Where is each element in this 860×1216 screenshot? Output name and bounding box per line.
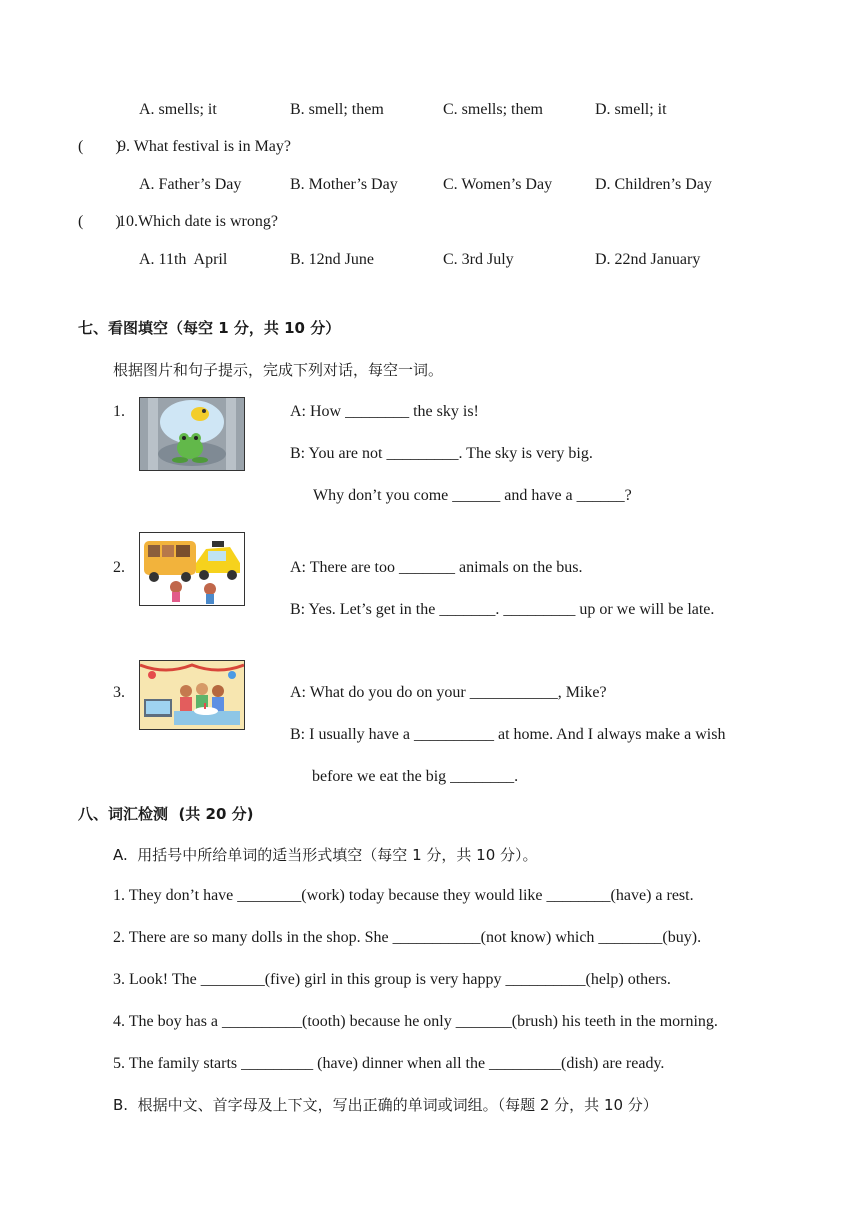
q10-option-b: B. 12nd June (290, 251, 374, 268)
frog-in-well-picture (139, 397, 245, 471)
picture-item-1-number: 1. (113, 403, 125, 420)
section8-part-a-instruction: A. 用括号中所给单词的适当形式填空（每空 1 分，共 10 分）。 (113, 846, 538, 864)
dialogue-3-line-b: B: I usually have a __________ at home. And I always make a wish (290, 726, 726, 743)
dialogue-1-line-b2: Why don’t you come ______ and have a ______? (313, 487, 632, 504)
picture-item-2-number: 2. (113, 559, 125, 576)
vocab-sentence-3: 3. Look! The ________(five) girl in this group is very happy __________(help) others. (113, 971, 671, 988)
birthday-party-picture (139, 660, 245, 730)
q8-option-c: C. smells; them (443, 101, 543, 118)
dialogue-2-line-b: B: Yes. Let’s get in the _______. _________ up or we will be late. (290, 601, 715, 618)
dialogue-3-line-a: A: What do you do on your ___________, Mike? (290, 684, 607, 701)
section7-title: 七、看图填空（每空 1 分，共 10 分） (78, 319, 341, 337)
q8-option-d: D. smell; it (595, 101, 667, 118)
q9-option-a: A. Father’s Day (139, 176, 242, 193)
q9-option-b: B. Mother’s Day (290, 176, 398, 193)
q10-question: 10.Which date is wrong? (118, 213, 278, 230)
vocab-sentence-1: 1. They don’t have ________(work) today because they would like ________(have) a rest. (113, 887, 694, 904)
q10-option-a: A. 11th April (139, 251, 228, 268)
bus-and-taxi-picture (139, 532, 245, 606)
dialogue-1-line-a: A: How ________ the sky is! (290, 403, 479, 420)
vocab-sentence-4: 4. The boy has a __________(tooth) because he only _______(brush) his teeth in the morning. (113, 1013, 718, 1030)
q10-answer-paren: ( ) (78, 213, 121, 230)
section8-title: 八、词汇检测 (共 20 分) (78, 805, 254, 823)
q9-option-d: D. Children’s Day (595, 176, 712, 193)
dialogue-3-line-b2: before we eat the big ________. (312, 768, 519, 785)
dialogue-2-line-a: A: There are too _______ animals on the bus. (290, 559, 583, 576)
q9-answer-paren: ( ) (78, 138, 121, 155)
dialogue-1-line-b: B: You are not _________. The sky is very big. (290, 445, 593, 462)
q8-option-a: A. smells; it (139, 101, 217, 118)
vocab-sentence-5: 5. The family starts _________ (have) dinner when all the _________(dish) are ready. (113, 1055, 665, 1072)
q10-option-c: C. 3rd July (443, 251, 514, 268)
q9-option-c: C. Women’s Day (443, 176, 553, 193)
picture-item-3-number: 3. (113, 684, 125, 701)
vocab-sentence-2: 2. There are so many dolls in the shop. She ___________(not know) which ________(buy). (113, 929, 702, 946)
section8-part-b-instruction: B. 根据中文、首字母及上下文，写出正确的单词或词组。（每题 2 分，共 10 分） (113, 1096, 658, 1114)
q8-option-b: B. smell; them (290, 101, 384, 118)
section7-instruction: 根据图片和句子提示，完成下列对话，每空一词。 (113, 361, 444, 379)
q9-question: 9. What festival is in May? (118, 138, 291, 155)
q10-option-d: D. 22nd January (595, 251, 701, 268)
